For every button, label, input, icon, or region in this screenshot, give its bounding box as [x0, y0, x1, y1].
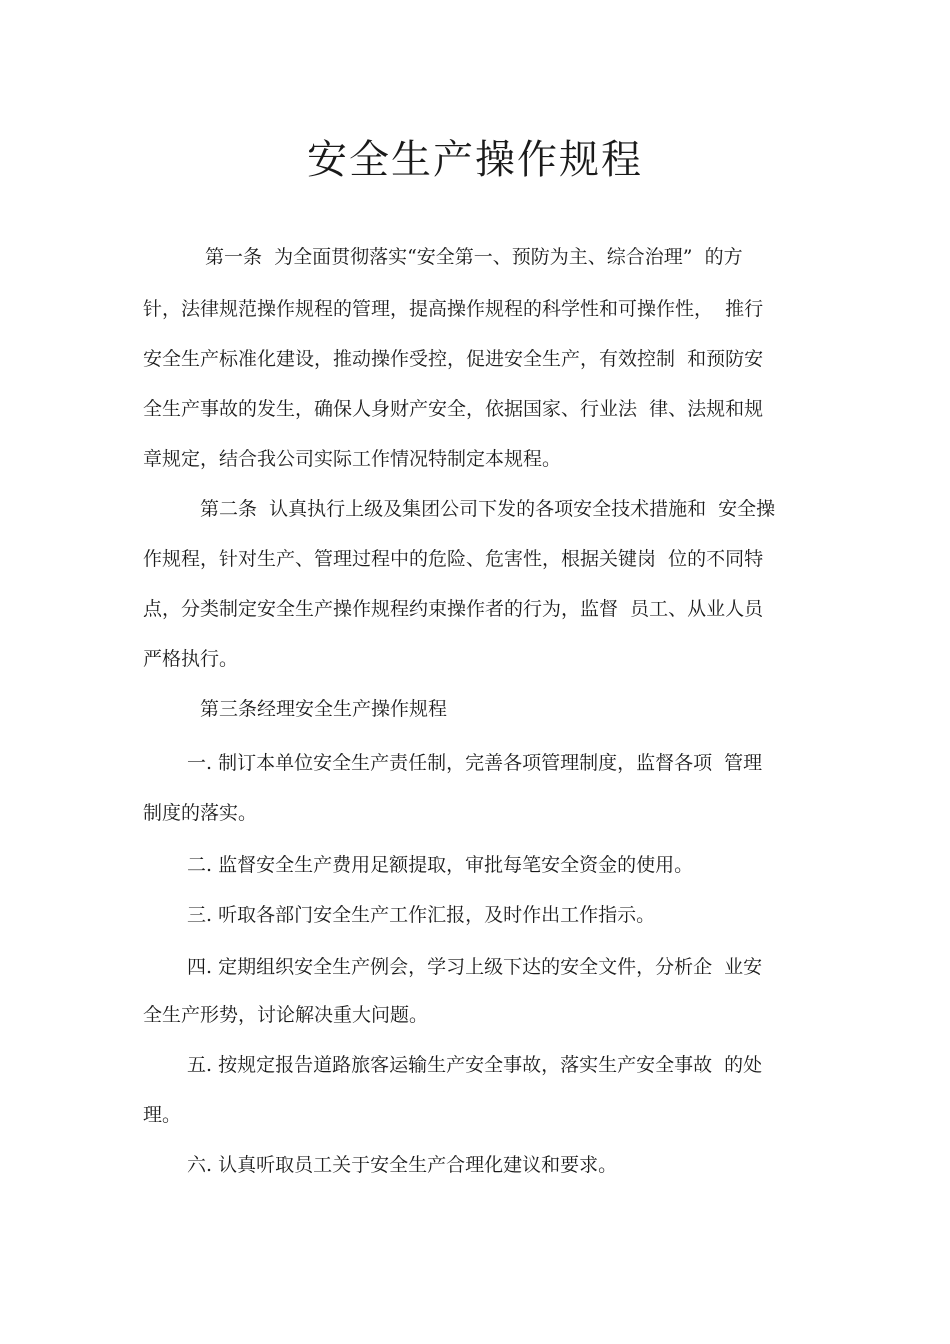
- item-3-line: 三. 听取各部门安全生产工作汇报，及时作出工作指示。: [187, 904, 656, 926]
- article-2-line-1: 第二条 认真执行上级及集团公司下发的各项安全技术措施和 安全操: [200, 498, 776, 520]
- article-2-line-2: 作规程，针对生产、管理过程中的危险、危害性，根据关键岗 位的不同特: [143, 548, 764, 570]
- item-2-line: 二. 监督安全生产费用足额提取，审批每笔安全资金的使用。: [187, 854, 694, 876]
- item-5-line-1: 五. 按规定报告道路旅客运输生产安全事故，落实生产安全事故 的处: [187, 1054, 763, 1076]
- article-1-line-4: 全生产事故的发生，确保人身财产安全，依据国家、行业法 律、法规和规: [143, 398, 764, 420]
- item-4-line-1: 四. 定期组织安全生产例会，学习上级下达的安全文件，分析企 业安: [187, 956, 763, 978]
- article-1-line-3: 安全生产标准化建设，推动操作受控，促进安全生产，有效控制 和预防安: [143, 348, 764, 370]
- article-1-line-2: 针，法律规范操作规程的管理，提高操作规程的科学性和可操作性， 推行: [143, 298, 764, 320]
- article-2-line-3: 点，分类制定安全生产操作规程约束操作者的行为，监督 员工、从业人员: [143, 598, 764, 620]
- item-5-line-2: 理。: [143, 1104, 182, 1126]
- article-1-line-1: 第一条 为全面贯彻落实“安全第一、预防为主、综合治理” 的方: [205, 246, 743, 268]
- item-1-line-1: 一. 制订本单位安全生产责任制，完善各项管理制度，监督各项 管理: [187, 752, 763, 774]
- item-6-line: 六. 认真听取员工关于安全生产合理化建议和要求。: [187, 1154, 618, 1176]
- document-title: 安全生产操作规程: [307, 137, 643, 183]
- article-2-line-4: 严格执行。: [143, 648, 239, 670]
- article-3-heading: 第三条经理安全生产操作规程: [200, 698, 448, 720]
- item-1-line-2: 制度的落实。: [143, 802, 258, 824]
- item-4-line-2: 全生产形势，讨论解决重大问题。: [143, 1004, 429, 1026]
- article-1-line-5: 章规定，结合我公司实际工作情况特制定本规程。: [143, 448, 562, 470]
